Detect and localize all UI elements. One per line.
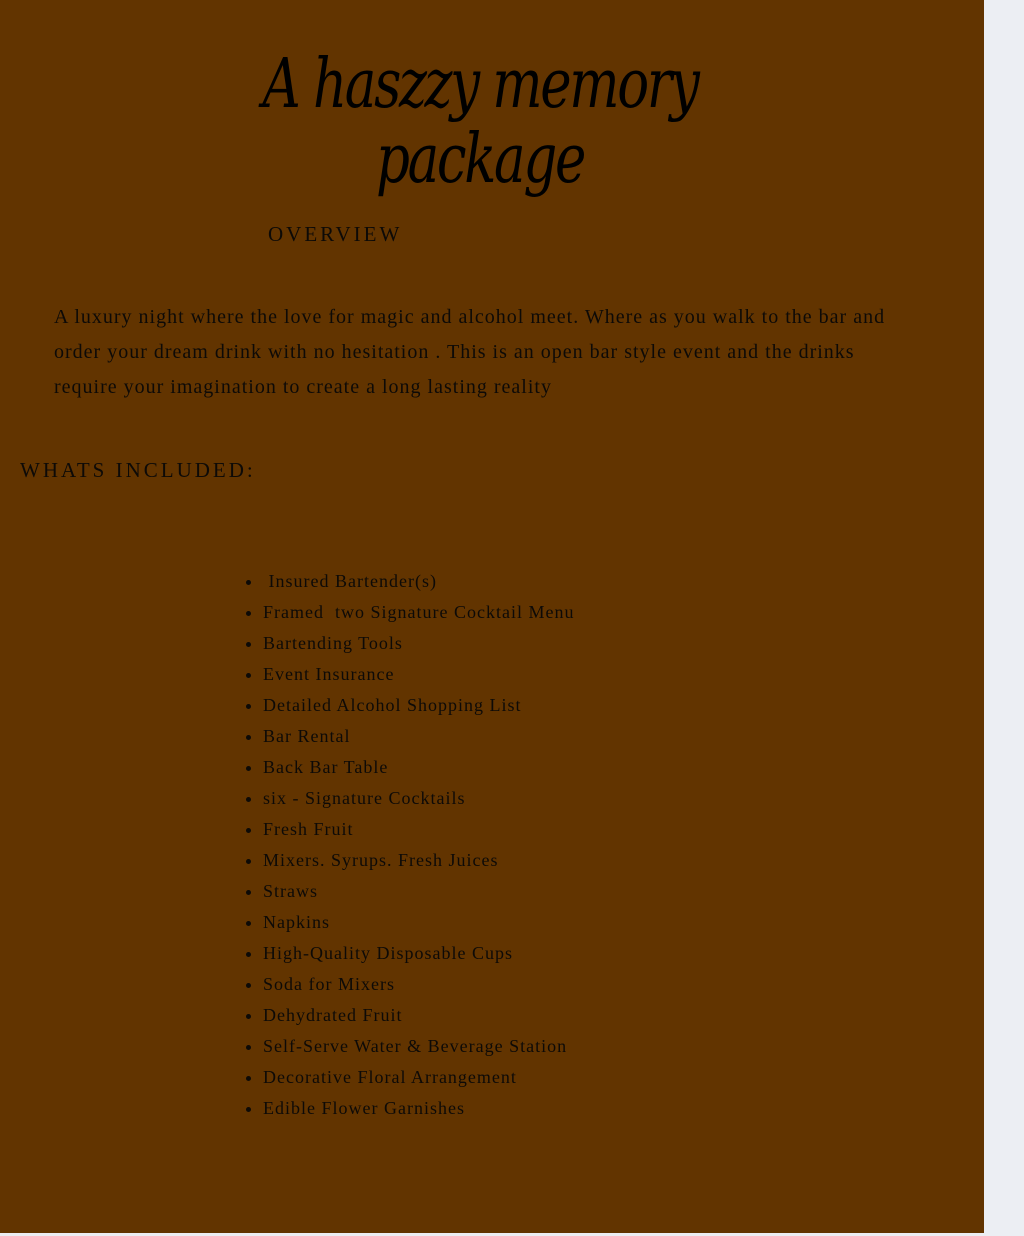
list-item: • Straws (263, 876, 574, 907)
list-item: • Fresh Fruit (263, 814, 574, 845)
overview-text: A luxury night where the love for magic and alcohol meet. Where as you walk to the bar and order your dream drink with no hesitation . This is an open bar style event and the drinks require your imagination to create a long lasting reality (54, 306, 886, 398)
list-item: • High-Quality Disposable Cups (263, 938, 574, 969)
whats-included-heading: WHATS INCLUDED: (20, 458, 256, 482)
page-title: A haszzy memory package (262, 45, 698, 199)
list-item: • Decorative Floral Arrangement (263, 1062, 574, 1093)
list-item: • Framed two Signature Cocktail Menu (263, 597, 574, 628)
list-item: • Dehydrated Fruit (263, 1000, 574, 1031)
list-item: • Soda for Mixers (263, 969, 574, 1000)
list-item: • Insured Bartender(s) (263, 566, 574, 597)
included-list (222, 566, 574, 1124)
list-item: • Napkins (263, 907, 574, 938)
overview-heading: OVERVIEW (268, 222, 403, 246)
list-item: • Detailed Alcohol Shopping List (263, 690, 574, 721)
list-item: • Self-Serve Water & Beverage Station (263, 1031, 574, 1062)
list-item: • Bar Rental (263, 721, 574, 752)
list-item: • Edible Flower Garnishes (263, 1093, 574, 1124)
list-item: • Mixers. Syrups. Fresh Juices (263, 845, 574, 876)
list-item: • Back Bar Table (263, 752, 574, 783)
list-item: • Bartending Tools (263, 628, 574, 659)
list-item: • Event Insurance (263, 659, 574, 690)
list-item: • six - Signature Cocktails (263, 783, 574, 814)
